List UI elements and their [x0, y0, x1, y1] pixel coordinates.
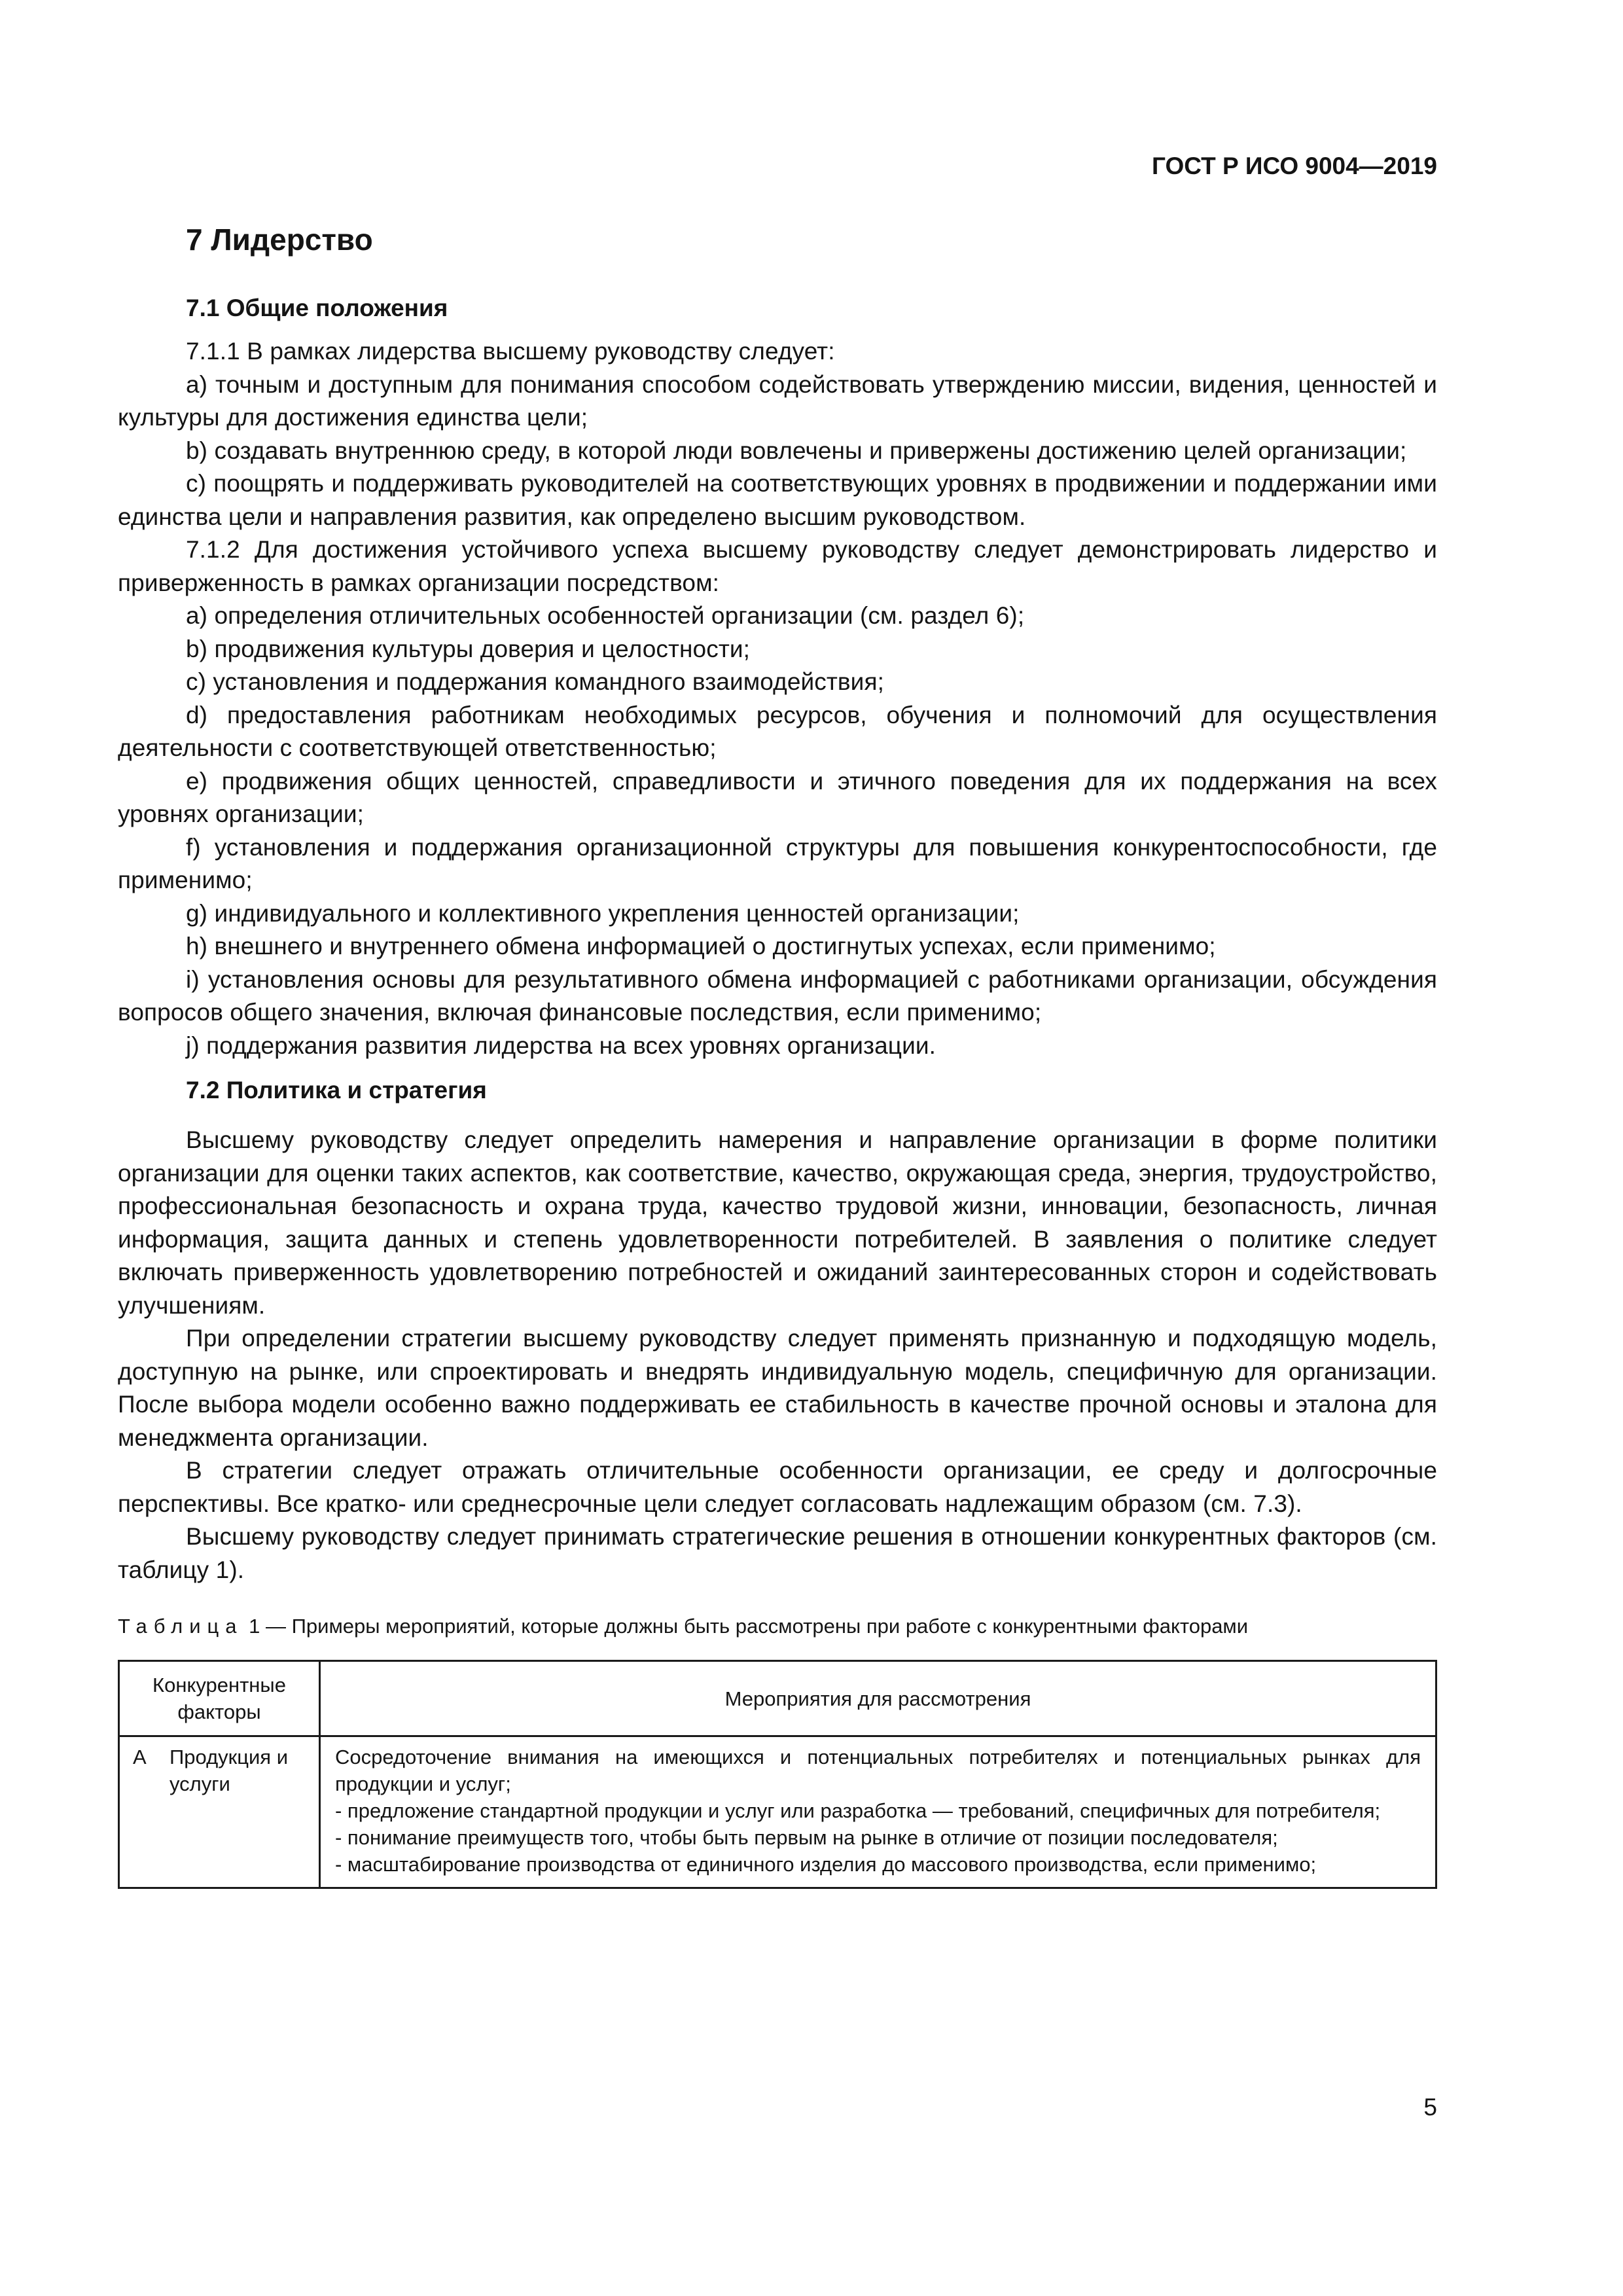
subsection-7-1-title: 7.1 Общие положения [186, 295, 448, 321]
list-item: c) поощрять и поддерживать руководителей на соответствующих уровнях в продвижении и поддержании ими единства цели и направления развития, как определено высшим руководством. [118, 470, 1437, 530]
table-caption-text: 1 — Примеры мероприятий, которые должны быть рассмотрены при работе с конкурентными факторами [243, 1615, 1249, 1638]
header-activities: Мероприятия для рассмотрения [320, 1661, 1436, 1736]
factor-letter: A [119, 1736, 168, 1888]
subsection-7-2-title: 7.2 Политика и стратегия [186, 1077, 487, 1103]
list-item: f) установления и поддержания организационной структуры для повышения конкурентоспособности, где применимо; [118, 833, 1437, 893]
subsection-7-2-body [118, 1124, 1437, 1587]
table-caption [118, 1613, 1437, 1640]
list-item: c) установления и поддержания командного взаимодействия; [186, 668, 884, 695]
table-row [119, 1736, 1436, 1888]
paragraph: В стратегии следует отражать отличительные особенности организации, ее среду и долгосрочные перспективы. Все кратко- или среднесрочные цели следует согласовать надлежащим образом (см. 7.3). [118, 1457, 1437, 1517]
list-item: a) определения отличительных особенностей организации (см. раздел 6); [186, 602, 1025, 629]
competitive-factors-table [118, 1660, 1437, 1889]
paragraph: 7.1.2 Для достижения устойчивого успеха высшему руководству следует демонстрировать лидерство и приверженность в рамках организации посредством: [118, 536, 1437, 596]
activity-line: - масштабирование производства от единичного изделия до массового производства, если применимо; [335, 1853, 1317, 1876]
subsection-7-1-body [118, 335, 1437, 1062]
factor-name: Продукция и услуги [167, 1736, 320, 1888]
page-number: 5 [1423, 2094, 1437, 2121]
standard-header: ГОСТ Р ИСО 9004—2019 [1152, 152, 1437, 179]
activity-line: - понимание преимуществ того, чтобы быть первым на рынке в отличие от позиции последователя; [335, 1826, 1278, 1849]
section-title: 7 Лидерство [186, 223, 373, 257]
activities-cell [320, 1736, 1436, 1888]
activity-line: - предложение стандартной продукции и услуг или разработка — требований, специфичных для потребителя; [335, 1799, 1381, 1822]
list-item: i) установления основы для результативного обмена информацией с работниками организации, обсуждения вопросов общего значения, включая финансовые последствия, если применимо; [118, 965, 1437, 1026]
list-item: g) индивидуального и коллективного укрепления ценностей организации; [186, 899, 1020, 927]
paragraph: При определении стратегии высшему руководству следует применять признанную и подходящую модель, доступную на рынке, или спроектировать и внедрять индивидуальную модель, специфичную для организации. После выбора модели особенно важно поддерживать ее стабильность в качестве прочной основы и эталона для менеджмента организации. [118, 1325, 1437, 1451]
table-header-row [119, 1661, 1436, 1736]
list-item: h) внешнего и внутреннего обмена информацией о достигнутых успехах, если применимо; [186, 933, 1216, 960]
list-item: e) продвижения общих ценностей, справедливости и этичного поведения для их поддержания на всех уровнях организации; [118, 767, 1437, 827]
list-item: b) продвижения культуры доверия и целостности; [186, 635, 751, 662]
list-item: d) предоставления работникам необходимых ресурсов, обучения и полномочий для осуществления деятельности с соответствующей ответственностью; [118, 701, 1437, 761]
header-factors: Конкурентные факторы [119, 1661, 320, 1736]
list-item: b) создавать внутреннюю среду, в которой люди вовлечены и привержены достижению целей организации; [186, 437, 1407, 464]
table-caption-word: Таблица [118, 1615, 243, 1638]
paragraph: Высшему руководству следует принимать стратегические решения в отношении конкурентных факторов (см. таблицу 1). [118, 1523, 1437, 1583]
paragraph: 7.1.1 В рамках лидерства высшему руководству следует: [186, 338, 835, 365]
list-item: a) точным и доступным для понимания способом содействовать утверждению миссии, видения, ценностей и культуры для достижения единства цели; [118, 370, 1437, 431]
activity-line: Сосредоточение внимания на имеющихся и потенциальных потребителях и потенциальных рынках для продукции и услуг; [335, 1746, 1421, 1795]
paragraph: Высшему руководству следует определить намерения и направление организации в форме политики организации для оценки таких аспектов, как соответствие, качество, окружающая среда, энергия, трудоустройство, профессиональная безопасность и охрана труда, качество трудовой жизни, инновации, безопасность, личная информация, защита данных и степень удовлетворенности потребителей. В заявления о политике следует включать приверженность удовлетворению потребностей и ожиданий заинтересованных сторон и содействовать улучшениям. [118, 1126, 1437, 1319]
page-content [118, 221, 1437, 1889]
list-item: j) поддержания развития лидерства на всех уровнях организации. [186, 1031, 936, 1059]
